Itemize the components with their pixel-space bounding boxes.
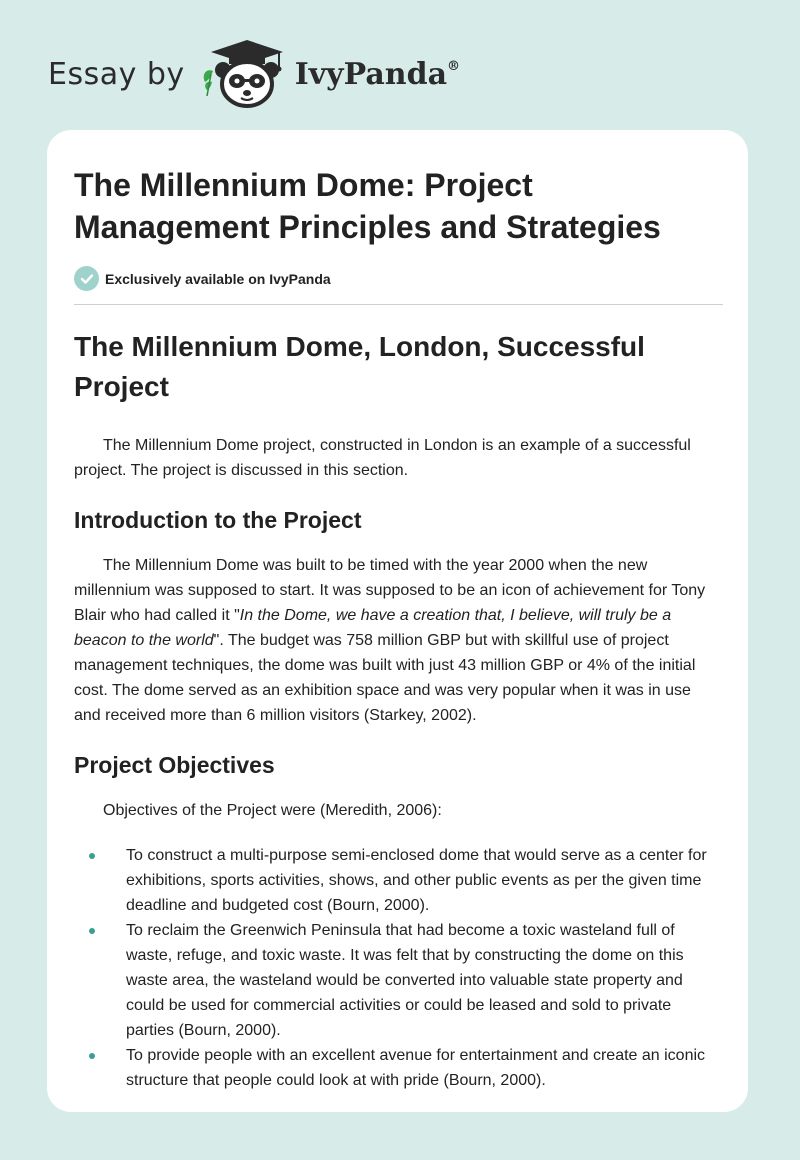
blair-quote: In the Dome, we have a creation that, I believe, will truly be a beacon to the world: [74, 607, 672, 649]
section-heading-main: The Millennium Dome, London, Successful Project: [74, 331, 645, 402]
exclusive-badge: [74, 266, 722, 291]
section-heading-objectives: Project Objectives: [74, 752, 275, 778]
site-header: [48, 34, 460, 114]
essay-card: [47, 130, 748, 1112]
objectives-lead: Objectives of the Project were (Meredith, 2006):: [103, 802, 442, 819]
list-item: To reclaim the Greenwich Peninsula that had become a toxic wasteland full of waste, refuge, and toxic waste. It was felt that by constructing the dome on this waste area, the wasteland would be converted into valuable state property and could be used for commercial activities or could be leased and sold to private parties (Bourn, 2000).: [74, 918, 722, 1043]
objectives-list: [74, 843, 722, 1093]
page-title: The Millennium Dome: Project Management Principles and Strategies: [74, 167, 661, 245]
registered-mark: ®: [447, 58, 461, 74]
list-item: To construct a multi-purpose semi-enclosed dome that would serve as a center for exhibitions, sports activities, shows, and other public events as per the given time deadline and budgeted cost (Bourn, 2000).: [74, 843, 722, 918]
intro-paragraph: The Millennium Dome project, constructed in London is an example of a successful project. The project is discussed in this section.: [74, 437, 691, 479]
panda-logo-icon: [199, 38, 289, 110]
list-item: To provide people with an excellent avenue for entertainment and create an iconic structure that people could look at with pride (Bourn, 2000).: [74, 1043, 722, 1093]
essay-by-label: Essay by: [48, 56, 185, 92]
divider: [74, 304, 723, 305]
brand-name[interactable]: IvyPanda®: [294, 56, 461, 92]
exclusive-badge-label: Exclusively available on IvyPanda: [105, 270, 331, 287]
introduction-paragraph: The Millennium Dome was built to be timed with the year 2000 when the new millennium was supposed to start. It was supposed to be an icon of achievement for Tony Blair who had called it "In the Dome, we have a creation that, I believe, will truly be a beacon to the world". The budget was 758 million GBP but with skillful use of project management techniques, the dome was built with just 43 million GBP or 4% of the initial cost. The dome served as an exhibition space and was very popular when it was in use and received more than 6 million visitors (Starkey, 2002).: [74, 557, 706, 724]
section-heading-introduction: Introduction to the Project: [74, 507, 362, 533]
check-icon: [74, 266, 99, 291]
